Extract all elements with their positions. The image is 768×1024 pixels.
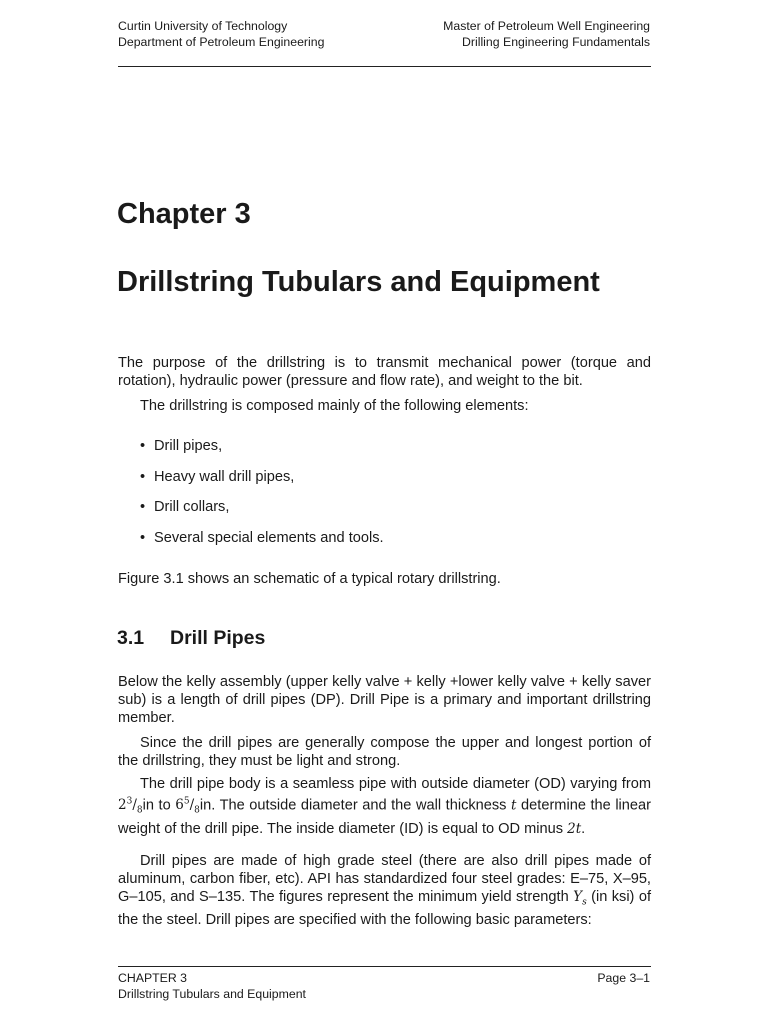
list-item: • Drill pipes, (140, 438, 223, 454)
section-heading (117, 627, 265, 650)
footer-rule (118, 966, 651, 967)
footer-chapter: CHAPTER 3 (118, 971, 188, 985)
figure-reference: Figure 3.1 shows an schematic of a typical rotary drillstring. (118, 571, 501, 587)
bullet-icon: • (140, 499, 146, 515)
header-program: Master of Petroleum Well Engineering (443, 19, 650, 33)
running-header-left (118, 19, 324, 50)
list-item: • Drill collars, (140, 499, 230, 515)
running-footer-left (118, 971, 306, 1002)
header-course: Drilling Engineering Fundamentals (462, 34, 650, 49)
section-paragraph-3: The drill pipe body is a seamless pipe with outside diameter (OD) varying from $2^3/_8in$ to $6^5/_8in$. The outside diameter and the wall thickness t determine the linear weight of the drill pipe. The inside diameter (ID) is equal to OD minus 2t. (118, 776, 652, 837)
section-paragraph-2: Since the drill pipes are generally compose the upper and longest portion of the drillstring, they must be light and strong. (118, 735, 651, 769)
bullet-icon: • (140, 468, 146, 485)
intro-list-lead: The drillstring is composed mainly of the following elements: (140, 398, 529, 414)
element-list (140, 438, 384, 560)
running-header-right (443, 19, 650, 50)
od-min-fraction: $2^3/_8$ (118, 796, 143, 816)
section-number: 3.1 (117, 627, 145, 649)
yield-strength-symbol: $Y_s$ (573, 888, 587, 908)
bullet-icon: • (140, 529, 146, 546)
chapter-title: Drillstring Tubulars and Equipment (117, 266, 600, 298)
page-number: Page 3–1 (597, 971, 650, 985)
chapter-label: Chapter 3 (117, 198, 251, 230)
intro-paragraph: The purpose of the drillstring is to transmit mechanical power (torque and rotation), hydraulic power (pressure and flow rate), and weight to the bit. (118, 355, 651, 389)
section-paragraph-4: Drill pipes are made of high grade steel (there are also drill pipes made of aluminum, carbon fiber, etc). API has standardized four steel grades: E–75, X–95, G–105, and S–135. The figures represent the minimum yield strength $Y_s$ (in ksi) of the the steel. Drill pipes are specified with the following basic parameters: (118, 853, 652, 929)
od-max-fraction: $6^5/_8$ (175, 796, 200, 816)
header-department: Department of Petroleum Engineering (118, 34, 325, 49)
list-item: • Heavy wall drill pipes, (140, 468, 295, 485)
section-title: Drill Pipes (170, 627, 266, 649)
section-paragraph-1: Below the kelly assembly (upper kelly valve + kelly +lower kelly valve + kelly saver sub) is a length of drill pipes (DP). Drill Pipe is a primary and important drillstring member. (118, 674, 651, 726)
two-t-symbol: 2t (567, 820, 582, 837)
bullet-icon: • (140, 438, 146, 454)
header-university: Curtin University of Technology (118, 19, 288, 33)
wall-thickness-symbol: t (511, 797, 517, 814)
footer-chapter-title: Drillstring Tubulars and Equipment (118, 986, 306, 1001)
list-item: • Several special elements and tools. (140, 529, 384, 546)
header-rule (118, 66, 651, 67)
